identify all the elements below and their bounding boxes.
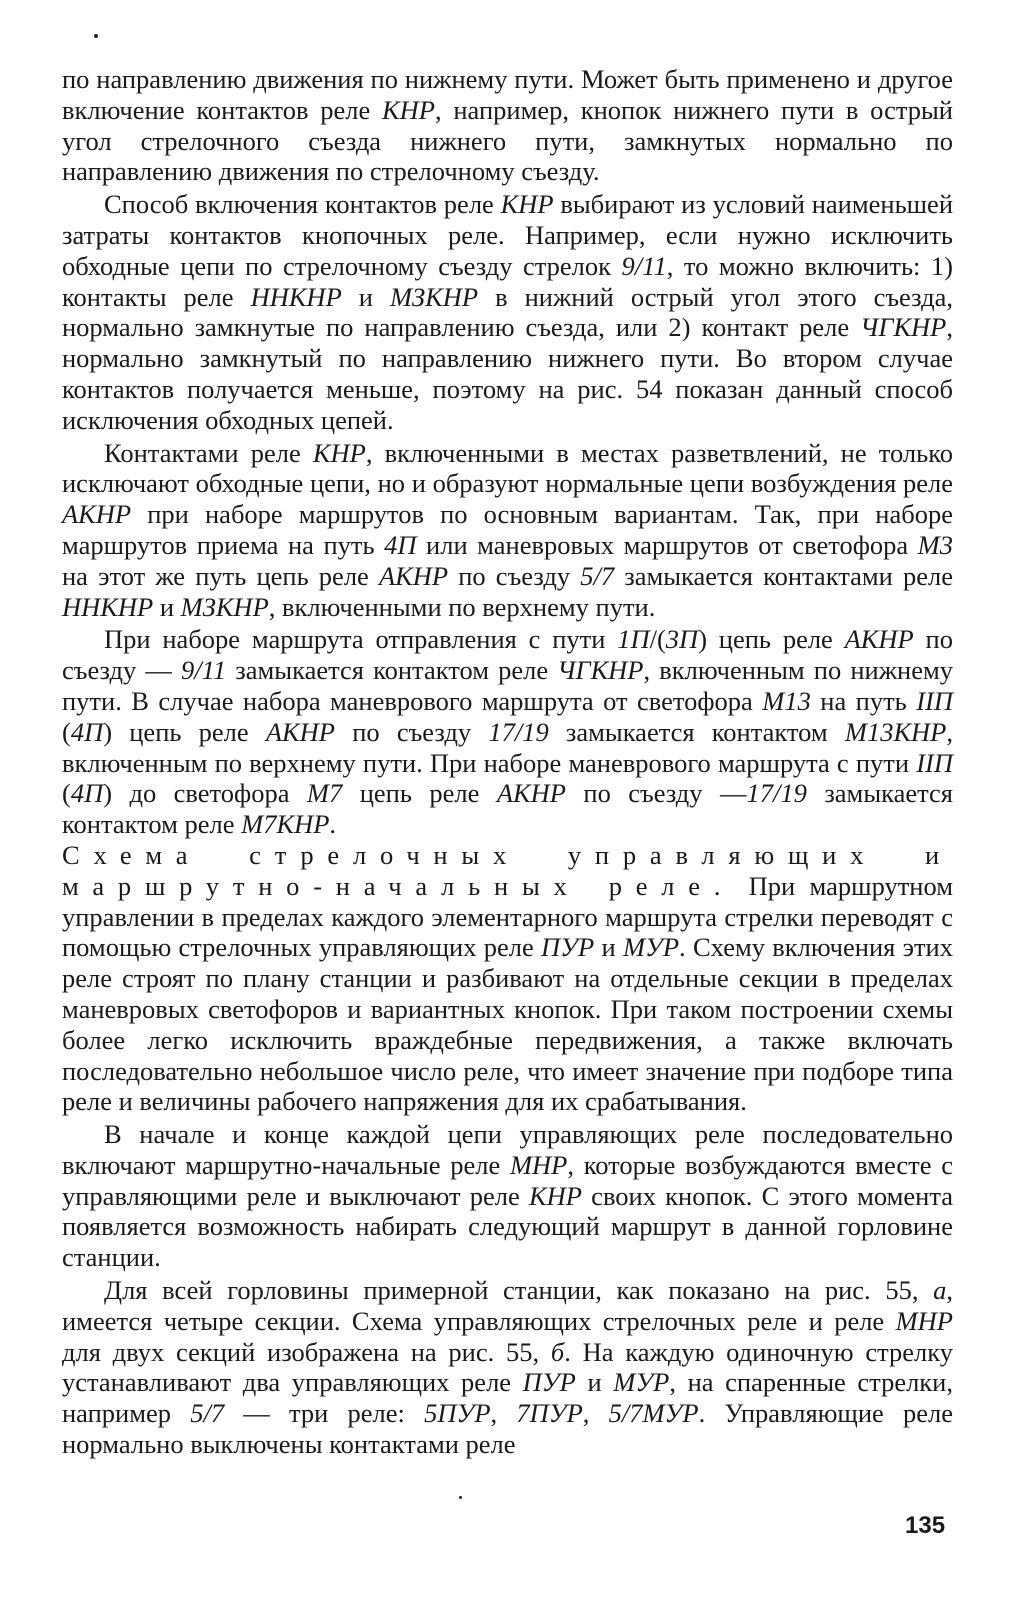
text-run: , например, кнопок нижнего пути в острый угол стрелочного съезда нижнего пути, замкнутых нормально по направлению движения по стрелочному съезду. <box>62 94 953 187</box>
text-run: на путь <box>810 685 917 716</box>
italic-term: АКНР <box>378 560 449 591</box>
text-run: /( <box>649 624 666 655</box>
text-run: своих кнопок. С этого момента появляется возможность набирать следующий маршрут в данной горловине станции. <box>62 1180 953 1273</box>
italic-term: М13 <box>762 685 811 716</box>
text-run: При наборе маршрута отправления с пути <box>104 624 618 655</box>
text-run: при наборе маршрутов по основным вариантам. Так, при наборе маршрутов приема на путь <box>62 499 953 560</box>
italic-term: ПУР <box>522 1367 576 1398</box>
paragraph <box>62 624 953 840</box>
text-run: , имеется четыре секции. Схема управляющих стрелочных реле и реле <box>62 1275 953 1336</box>
text-run: замыкается контактами реле <box>614 560 953 591</box>
paragraph <box>62 840 953 1117</box>
italic-term: 9/11 <box>181 655 227 686</box>
italic-term: 5/7 <box>190 1398 225 1429</box>
text-run: , включенными по верхнему пути. <box>268 591 656 622</box>
text-run: и <box>575 1367 614 1398</box>
italic-term: 5/7 <box>580 560 615 591</box>
italic-term: КНР <box>529 1180 582 1211</box>
text-run: . Схему включения этих реле строят по плану станции и разбивают на отдельные секции в пределах маневровых светофоров и вариантных кнопок. При таком построении схемы более легко исключить враждебные передвижения, а также включать последовательно небольшое число реле, что имеет значение при подборе типа реле и величины рабочего напряжения для их срабатывания. <box>62 932 953 1117</box>
italic-term: 5ПУР <box>424 1398 491 1429</box>
text-run: При маршрутном управлении в пределах каждого элементарного маршрута стрелки переводят с помощью стрелочных управляющих реле <box>62 870 953 963</box>
text-run: замыкается контактом реле <box>62 778 953 840</box>
text-run: по направлению движения по нижнему пути. Может быть применено и другое включение контактов реле <box>62 64 953 125</box>
text-run: на этот же путь цепь реле <box>62 560 379 591</box>
italic-term: 5/7МУР <box>608 1398 699 1429</box>
italic-term: б <box>550 1336 565 1367</box>
text-run: . Управляющие реле нормально выключены контактами реле <box>62 1398 953 1460</box>
text-run: по съезду <box>335 716 489 747</box>
italic-term: КНР <box>382 94 435 125</box>
italic-term: 1П <box>617 624 650 655</box>
italic-term: МЗКНР <box>389 281 479 312</box>
text-run: ) цепь реле <box>103 716 266 747</box>
paragraph <box>62 1275 953 1460</box>
italic-term: МУР <box>622 932 680 963</box>
paragraph <box>62 1119 953 1273</box>
italic-term: АКНР <box>844 624 914 655</box>
italic-term: М3 <box>917 529 953 560</box>
text-run: . <box>329 809 337 840</box>
text-run: и <box>153 591 181 622</box>
italic-term: 9/11 <box>621 250 667 281</box>
italic-term: 17/19 <box>746 778 807 809</box>
paragraph <box>62 438 953 623</box>
italic-term: а <box>933 1275 947 1306</box>
text-run: замыкается контактом реле <box>226 655 558 686</box>
text-run: В начале и конце каждой цепи управляющих реле последовательно включают маршрутно-начальные реле <box>62 1119 953 1180</box>
text-run: , включенным по верхнему пути. При наборе маневрового маршрута с пути <box>62 716 953 778</box>
italic-term: АКНР <box>496 778 566 809</box>
text-run: Для всей горловины примерной станции, как показано на рис. 55, <box>104 1275 934 1306</box>
print-speck <box>459 1496 462 1499</box>
text-run: по съезду <box>448 560 581 591</box>
italic-term: IIП <box>916 747 953 778</box>
italic-term: М7КНР <box>241 809 330 840</box>
italic-term: М7 <box>306 778 343 809</box>
text-run: ) до светофора <box>103 778 307 809</box>
text-run: , включенным по нижнему пути. В случае набора маневрового маршрута от светофора <box>62 655 953 716</box>
italic-term: ННКНР <box>62 591 154 622</box>
italic-term: 17/19 <box>488 716 549 747</box>
text-run: Способ включения контактов реле <box>104 189 501 220</box>
italic-term: КНР <box>312 437 366 468</box>
italic-term: ПУР <box>541 932 595 963</box>
italic-term: ЧГКНР <box>557 655 644 686</box>
italic-term: АКНР <box>62 499 132 530</box>
text-run: ( <box>62 716 71 747</box>
text-run: ) цепь реле <box>698 624 845 655</box>
italic-term: 4П <box>70 778 104 809</box>
section-heading: Схема стрелочных управляющих и маршрутно-начальных реле. <box>62 839 953 901</box>
italic-term: 7ПУР <box>516 1398 583 1429</box>
text-run: или маневровых маршрутов от светофора <box>416 529 918 560</box>
body-text <box>62 64 953 1460</box>
text-run: — три реле: <box>224 1398 425 1429</box>
text-run: , <box>490 1398 517 1429</box>
italic-term: IIП <box>916 685 954 716</box>
italic-term: М13КНР <box>844 716 947 747</box>
text-run: . На каждую одиночную стрелку устанавливают два управляющих реле <box>62 1336 953 1398</box>
paragraph <box>62 64 953 187</box>
italic-term: КНР <box>500 189 554 220</box>
italic-term: МНР <box>895 1305 953 1336</box>
text-run: по съезду — <box>62 624 953 686</box>
text-run: замыкается контактом <box>548 716 845 747</box>
italic-term: ЧГКНР <box>860 312 947 343</box>
text-run: , которые возбуждаются вместе с управляющими реле и выключают реле <box>62 1149 953 1211</box>
text-run: , включенными в местах разветвлений, не только исключают обходные цепи, но и образуют нормальные цепи возбуждения реле <box>62 437 953 499</box>
text-run: выбирают из условий наименьшей затраты контактов кнопочных реле. Например, если нужно исключить обходные цепи по стрелочному съезду стрелок <box>62 189 954 281</box>
text-run: Контактами реле <box>104 437 313 468</box>
text-run: , нормально замкнутый по направлению нижнего пути. Во втором случае контактов получается меньше, поэтому на рис. 54 показан данный способ исключения обходных цепей. <box>62 312 953 435</box>
paragraph <box>62 189 953 435</box>
italic-term: ННКНР <box>250 281 342 312</box>
text-run: , <box>582 1398 609 1429</box>
text-run: и <box>341 281 390 312</box>
italic-term: МЗКНР <box>180 591 269 622</box>
text-run: , то можно включить: 1) контакты реле <box>62 250 953 312</box>
text-run: по съезду — <box>565 778 747 809</box>
text-run: , на спаренные стрелки, например <box>62 1367 953 1429</box>
text-run: и <box>594 932 623 963</box>
italic-term: 4П <box>384 529 417 560</box>
text-run: для двух секций изображена на рис. 55, <box>62 1336 551 1367</box>
italic-term: МНР <box>509 1149 568 1180</box>
italic-term: 3П <box>665 624 699 655</box>
print-speck <box>94 34 98 38</box>
italic-term: МУР <box>613 1367 670 1398</box>
text-run: в нижний острый угол этого съезда, нормально замкнутые по направлению съезда, или 2) контакт реле <box>62 281 953 343</box>
page-number: 135 <box>905 1512 946 1539</box>
italic-term: АКНР <box>265 716 335 747</box>
text-run: цепь реле <box>342 778 497 809</box>
text-run: ( <box>62 778 71 809</box>
italic-term: 4П <box>70 716 104 747</box>
